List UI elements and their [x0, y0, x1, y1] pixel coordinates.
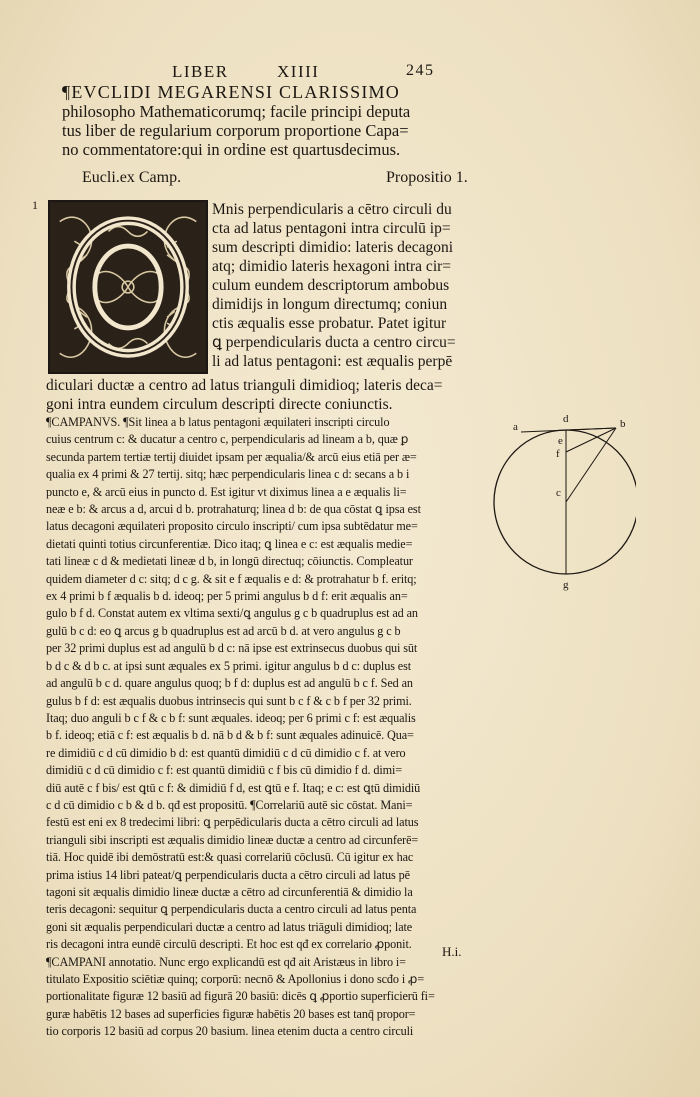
- title-line: no commentatore:qui in ordine est quartusdecimus.: [62, 140, 401, 159]
- proposition-text-beside-initial: [212, 200, 456, 371]
- commentary-line: festū est eni ex 8 tredecimi libri: ꝗ perpēdicularis ducta a cētro circuli ad latus: [46, 815, 419, 830]
- commentary-line: dietati quinti totius circunferentiæ. Dico itaq; ꝗ linea e c: est æqualis medie=: [46, 536, 413, 551]
- commentary-line: b f. ideoq; etiā c f: est æqualis b d. nā b d & b f: sunt æquales adinuicē. Qua=: [46, 728, 414, 743]
- book-title: [62, 83, 492, 159]
- figure-label-d: d: [563, 413, 569, 425]
- geometry-figure: [486, 392, 636, 592]
- proposition-text-full-width: [46, 376, 443, 414]
- proposition-source: Eucli.ex Camp.: [82, 169, 182, 186]
- margin-number: 1: [32, 198, 38, 212]
- proposition-line: culum eundem descriptorum ambobus: [212, 277, 450, 294]
- proposition-line: dimidijs in longum directumq; coniun: [212, 296, 448, 313]
- proposition-line: ctis æqualis esse probatur. Patet igitur: [212, 315, 447, 332]
- figure-line-fb: [566, 428, 616, 452]
- figure-label-a: a: [513, 421, 518, 433]
- title-line: philosopho Mathematicorumq; facile principi deputa: [62, 102, 411, 121]
- commentary-line: re dimidiū c d cū dimidio b d: est quantū dimidiū c d cū dimidio c f. at vero: [46, 745, 406, 760]
- commentary-line: prima istius 14 libri pateat/ꝗ perpendicularis ducta a cētro circuli ad latus pē: [46, 867, 410, 882]
- signature-mark: H.i.: [442, 944, 462, 959]
- commentary-line: c d cū dimidio c b & d b. qđ est propositū. ¶Correlariū autē sic cōstat. Mani=: [46, 797, 413, 812]
- commentary-line: teris decagoni: sequitur ꝗ perpendicularis ducta a centro circuli ad latus penta: [46, 902, 417, 917]
- title-line: ¶EVCLIDI MEGARENSI CLARISSIMO: [62, 82, 400, 102]
- commentary-line: titulato Expositio sciētiæ quinq; corporū: necnō & Apollonius i dono scđo i ꝓ=: [46, 972, 425, 986]
- commentary-line: b d c & d b c. at ipsi sunt æquales ex 5 primi. igitur angulus b d c: duplus est: [46, 658, 412, 673]
- commentary-line: goni sit æqualis perpendiculari ductæ a centro ad latus triāguli dimidioq; late: [46, 919, 413, 934]
- running-head-liber: LIBER: [172, 62, 229, 81]
- figure-line-cb: [566, 428, 616, 502]
- figure-label-f: f: [556, 448, 560, 460]
- commentary-line: neæ e b: & arcus a d, arcui d b. protrahaturq; linea d b: de qua cōstat ꝗ ipsa est: [46, 502, 421, 517]
- commentary-line: gulus b f d: est æqualis duobus intrinsecis qui sunt b c f & c b f per 32 primi.: [46, 693, 412, 708]
- commentary-line: ad angulū b c d. quare angulus quoq; b f d: duplus est ad angulū b c f. Sed an: [46, 676, 413, 691]
- commentary-line: puncto e, & arcū eius in puncto d. Est igitur vt diximus linea a e æqualis li=: [46, 484, 407, 499]
- figure-label-b: b: [620, 418, 626, 430]
- commentary-line: gulū b c d: eo ꝗ arcus g b quadruplus est ad arcū b d. at vero angulus g c b: [46, 623, 401, 638]
- commentary-line: diū autē c f bis/ est ꝗtū c f: & dimidiū f d, est ꝗtū e f. Itaq; e c: est ꝗtū dimidiū: [46, 780, 421, 795]
- title-line: tus liber de regularium corporum proportione Capa=: [62, 121, 409, 140]
- proposition-line: diculari ductæ a centro ad latus trianguli dimidioq; lateris deca=: [46, 377, 443, 394]
- page-number: 245: [406, 62, 435, 79]
- proposition-number: Propositio 1.: [386, 169, 468, 186]
- commentary-line: latus decagoni æquilateri proposito circulo inscripti/ cum ipsa subtēdatur me=: [46, 519, 418, 534]
- commentary-line: dimidiū c d cū dimidio c f: est quantū dimidiū c f bis cū dimidio f d. dimi=: [46, 763, 403, 778]
- commentary-line: guræ habētis 12 bases ad superficies figuræ habētis 20 bases est tanq̄ propor=: [46, 1006, 416, 1021]
- commentary-line: tio corporis 12 basiū ad corpus 20 basium. linea etenim ducta a centro circuli: [46, 1024, 414, 1039]
- commentary-line: secunda partem tertiæ tertij diuidet ipsam per æqualia/& arcū eius etiā per æ=: [46, 449, 417, 464]
- proposition-line: sum descripti dimidio: lateris decagoni: [212, 239, 454, 256]
- commentary-line: tagoni sit æqualis dimidio lineæ ductæ a cētro ad circunferentiā & dimidio la: [46, 884, 413, 899]
- campanus-commentary: [46, 414, 486, 1041]
- commentary-line: per 32 primi duplus est ad angulū b d c: nā ipse est extrinsecus duobus qui sūt: [46, 641, 418, 656]
- commentary-line: qualia ex 4 primi & 27 tertij. sitq; hæc perpendicularis linea c d: secans a b i: [46, 467, 410, 482]
- proposition-line: li ad latus pentagoni: est æqualis perpē: [212, 353, 453, 370]
- commentary-line: quidem diameter d c: sitq; d c g. & sit e f æqualis e d: & protrahatur b f. eritq;: [46, 571, 417, 586]
- commentary-line: gulo b f d. Constat autem ex vltima sexti/ꝗ angulus g c b quadruplus est ad an: [46, 606, 418, 621]
- proposition-line: atq; dimidio lateris hexagoni intra cir=: [212, 258, 452, 275]
- running-head-book-number: XIIII: [277, 62, 320, 81]
- commentary-line: trianguli sibi inscripti est æqualis dimidio lineæ ductæ a centro ad circunferē=: [46, 832, 419, 847]
- figure-circle: [494, 430, 636, 574]
- commentary-line: Itaq; duo anguli b c f & c b f: sunt æquales. ideoq; per 6 primi c f: est æqualis: [46, 710, 416, 725]
- commentary-line: cuius centrum c: & ducatur a centro c, perpendicularis ad lineam a b, quæ ꝑ: [46, 432, 409, 447]
- decorated-initial-letter: [48, 200, 208, 374]
- commentary-line: portionalitate figuræ 12 basiū ad figurā 20 basiū: dicēs ꝗ ꝓportio superficierū fi=: [46, 989, 435, 1004]
- decorated-initial-o-icon: [50, 202, 206, 372]
- figure-label-e: e: [558, 435, 563, 447]
- proposition-line: Mnis perpendicularis a cētro circuli du: [212, 201, 452, 218]
- commentary-line: ¶CAMPANI annotatio. Nunc ergo explicandū est qđ ait Aristæus in libro i=: [46, 954, 406, 969]
- proposition-line: cta ad latus pentagoni intra circulū ip=: [212, 220, 451, 237]
- proposition-line: goni intra eundem circulum descripti directe coniunctis.: [46, 396, 393, 413]
- figure-label-c: c: [556, 487, 561, 499]
- commentary-line: ex 4 primi b f æqualis b d. ideoq; per 5 primi angulus b d f: erit æqualis an=: [46, 589, 408, 604]
- commentary-line: tati lineæ c d & medietati lineæ d b, in longū directuq; cōiunctis. Compleatur: [46, 554, 413, 569]
- commentary-line: ris decagoni intra eundē circulū descripti. Et hoc est qđ ex correlario ꝓponit.: [46, 937, 412, 952]
- figure-line-db: [566, 428, 616, 430]
- commentary-line: tiā. Hoc quidē ibi demōstratū est:& quasi correlariū cōclusū. Cū igitur ex hac: [46, 850, 414, 865]
- proposition-line: ꝗ perpendicularis ducta a centro circu=: [212, 334, 456, 351]
- commentary-line: ¶CAMPANVS. ¶Sit linea a b latus pentagoni æquilateri inscripti circulo: [46, 415, 390, 429]
- figure-label-g: g: [563, 579, 569, 591]
